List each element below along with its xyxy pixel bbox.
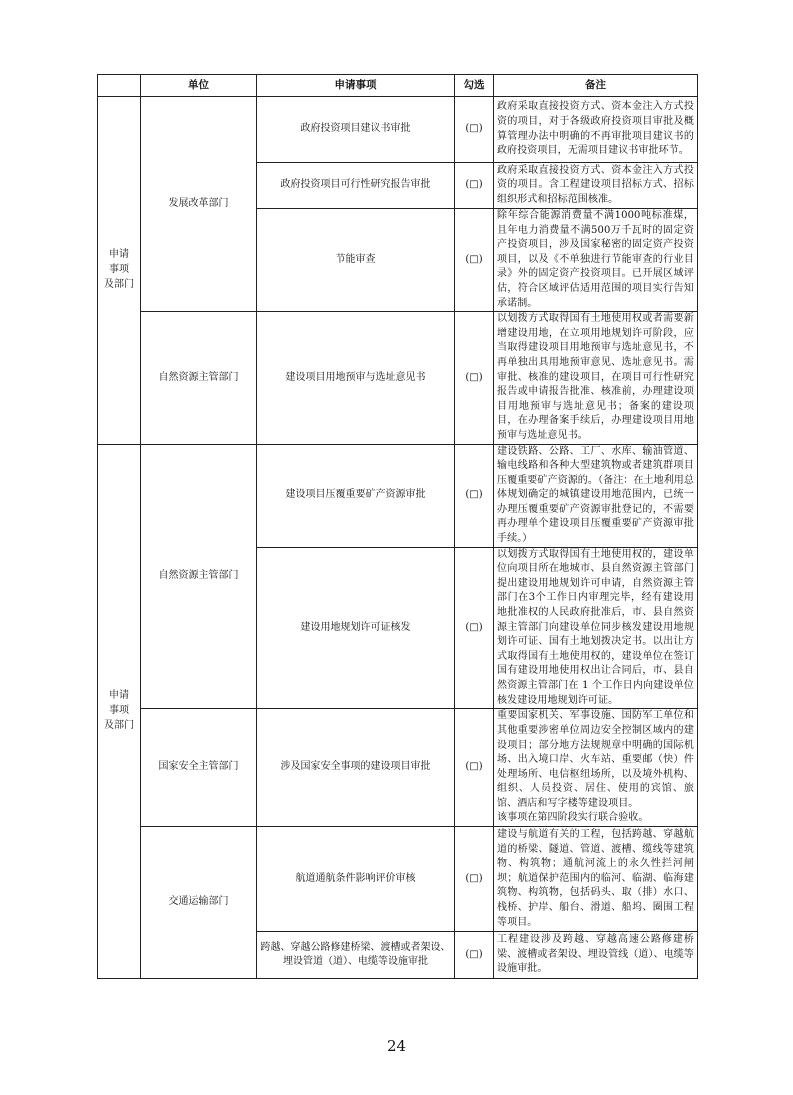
checkbox-cell[interactable]: (□)	[455, 709, 494, 827]
group-label: 申请 事项 及部门	[98, 97, 141, 445]
checkbox-cell[interactable]: (□)	[455, 209, 494, 312]
header-group	[98, 75, 141, 97]
item-cell: 政府投资项目可行性研究报告审批	[257, 163, 455, 209]
note-cell: 政府采取直接投资方式、资本金注入方式投资的项目。含工程建设项目招标方式、招标组织形式和招标范围核准。	[494, 163, 698, 209]
item-cell: 航道通航条件影响评价审核	[257, 827, 455, 932]
group-label: 申请 事项 及部门	[98, 444, 141, 979]
item-cell: 政府投资项目建议书审批	[257, 97, 455, 163]
item-cell: 建设项目用地预审与选址意见书	[257, 312, 455, 444]
note-cell: 建设与航道有关的工程，包括跨越、穿越航道的桥梁、隧道、管道、渡槽、缆线等建筑物、构筑物；通航河流上的永久性拦河闸坝；航道保护范围内的临河、临湖、临海建筑物、构筑物，包括码头、取（排）水口、栈桥、护岸、船台、滑道、船坞、圈围工程等项目。	[494, 827, 698, 932]
checkbox-cell[interactable]: (□)	[455, 932, 494, 979]
table-row	[98, 444, 698, 547]
item-cell: 跨越、穿越公路修建桥梁、渡槽或者架设、埋设管道（道）、电缆等设施审批	[257, 932, 455, 979]
checkbox-cell[interactable]: (□)	[455, 163, 494, 209]
header-note: 备注	[494, 75, 698, 97]
checkbox-cell[interactable]: (□)	[455, 444, 494, 547]
note-cell: 以划拨方式取得国有土地使用权或者需要新增建设用地，在立项用地规划许可阶段，应当取得建设项目用地预审与选址意见书，不再单独出具用地预审意见、选址意见书。需审批、核准的建设项目，在项目可行性研究报告或申请报告批准、核准前，办理建设项目用地预审与选址意见书；备案的建设项目，在办理备案手续后，办理建设项目用地预审与选址意见书。	[494, 312, 698, 444]
table-row	[98, 312, 698, 444]
item-cell: 建设用地规划许可证核发	[257, 547, 455, 709]
note-cell: 重要国家机关、军事设施、国防军工单位和其他重要涉密单位周边安全控制区域内的建设项目；部分地方法规规章中明确的国际机场、出入境口岸、火车站、重要邮（快）件处理场所、电信枢纽场所，以及境外机构、组织、人员投资、居住、使用的宾馆、旅馆、酒店和写字楼等建设项目。 该事项在第四阶段实行联合验收。	[494, 709, 698, 827]
note-cell: 工程建设涉及跨越、穿越高速公路修建桥梁、渡槽或者架设、埋设管线（道）、电缆等设施审批。	[494, 932, 698, 979]
unit-cell: 国家安全主管部门	[141, 709, 257, 827]
note-cell: 以划拨方式取得国有土地使用权的，建设单位向项目所在地城市、县自然资源主管部门提出建设用地规划许可申请，自然资源主管部门在3个工作日内审理完毕，经有建设用地批准权的人民政府批准后，市、县自然资源主管部门向建设单位同步核发建设用地规划许可证、国有土地划拨决定书。以出让方式取得国有土地使用权的，建设单位在签订国有建设用地使用权出让合同后，市、县自然资源主管部门在 1 个工作日内向建设单位核发建设用地规划许可证。	[494, 547, 698, 709]
unit-cell: 交通运输部门	[141, 827, 257, 979]
header-unit: 单位	[141, 75, 257, 97]
item-cell: 涉及国家安全事项的建设项目审批	[257, 709, 455, 827]
note-cell: 建设铁路、公路、工厂、水库、输油管道、输电线路和各种大型建筑物或者建筑群项目压覆重要矿产资源的。（备注：在土地利用总体规划确定的城镇建设用地范围内，已统一办理压覆重要矿产资源审批登记的，不需要再办理单个建设项目压覆重要矿产资源审批手续。）	[494, 444, 698, 547]
unit-cell: 自然资源主管部门	[141, 312, 257, 444]
table-row	[98, 709, 698, 827]
note-cell: 政府采取直接投资方式、资本金注入方式投资的项目，对于各级政府投资项目审批及概算管理办法中明确的不再审批项目建议书的政府投资项目，无需项目建议书审批环节。	[494, 97, 698, 163]
unit-cell: 发展改革部门	[141, 97, 257, 312]
checkbox-cell[interactable]: (□)	[455, 312, 494, 444]
header-row	[98, 75, 698, 97]
header-check: 勾选	[455, 75, 494, 97]
item-cell: 建设项目压覆重要矿产资源审批	[257, 444, 455, 547]
item-cell: 节能审查	[257, 209, 455, 312]
checkbox-cell[interactable]: (□)	[455, 97, 494, 163]
table-row	[98, 97, 698, 163]
checkbox-cell[interactable]: (□)	[455, 547, 494, 709]
application-table	[97, 74, 698, 979]
unit-cell: 自然资源主管部门	[141, 444, 257, 709]
header-item: 申请事项	[257, 75, 455, 97]
table-row	[98, 827, 698, 932]
page-number: 24	[386, 1037, 407, 1055]
note-cell: 除年综合能源消费量不满1000吨标准煤，且年电力消费量不满500万千瓦时的固定资产投资项目，涉及国家秘密的固定资产投资项目，以及《不单独进行节能审查的行业目录》外的固定资产投资项目。已开展区域评估，符合区域评估适用范围的项目实行告知承诺制。	[494, 209, 698, 312]
checkbox-cell[interactable]: (□)	[455, 827, 494, 932]
